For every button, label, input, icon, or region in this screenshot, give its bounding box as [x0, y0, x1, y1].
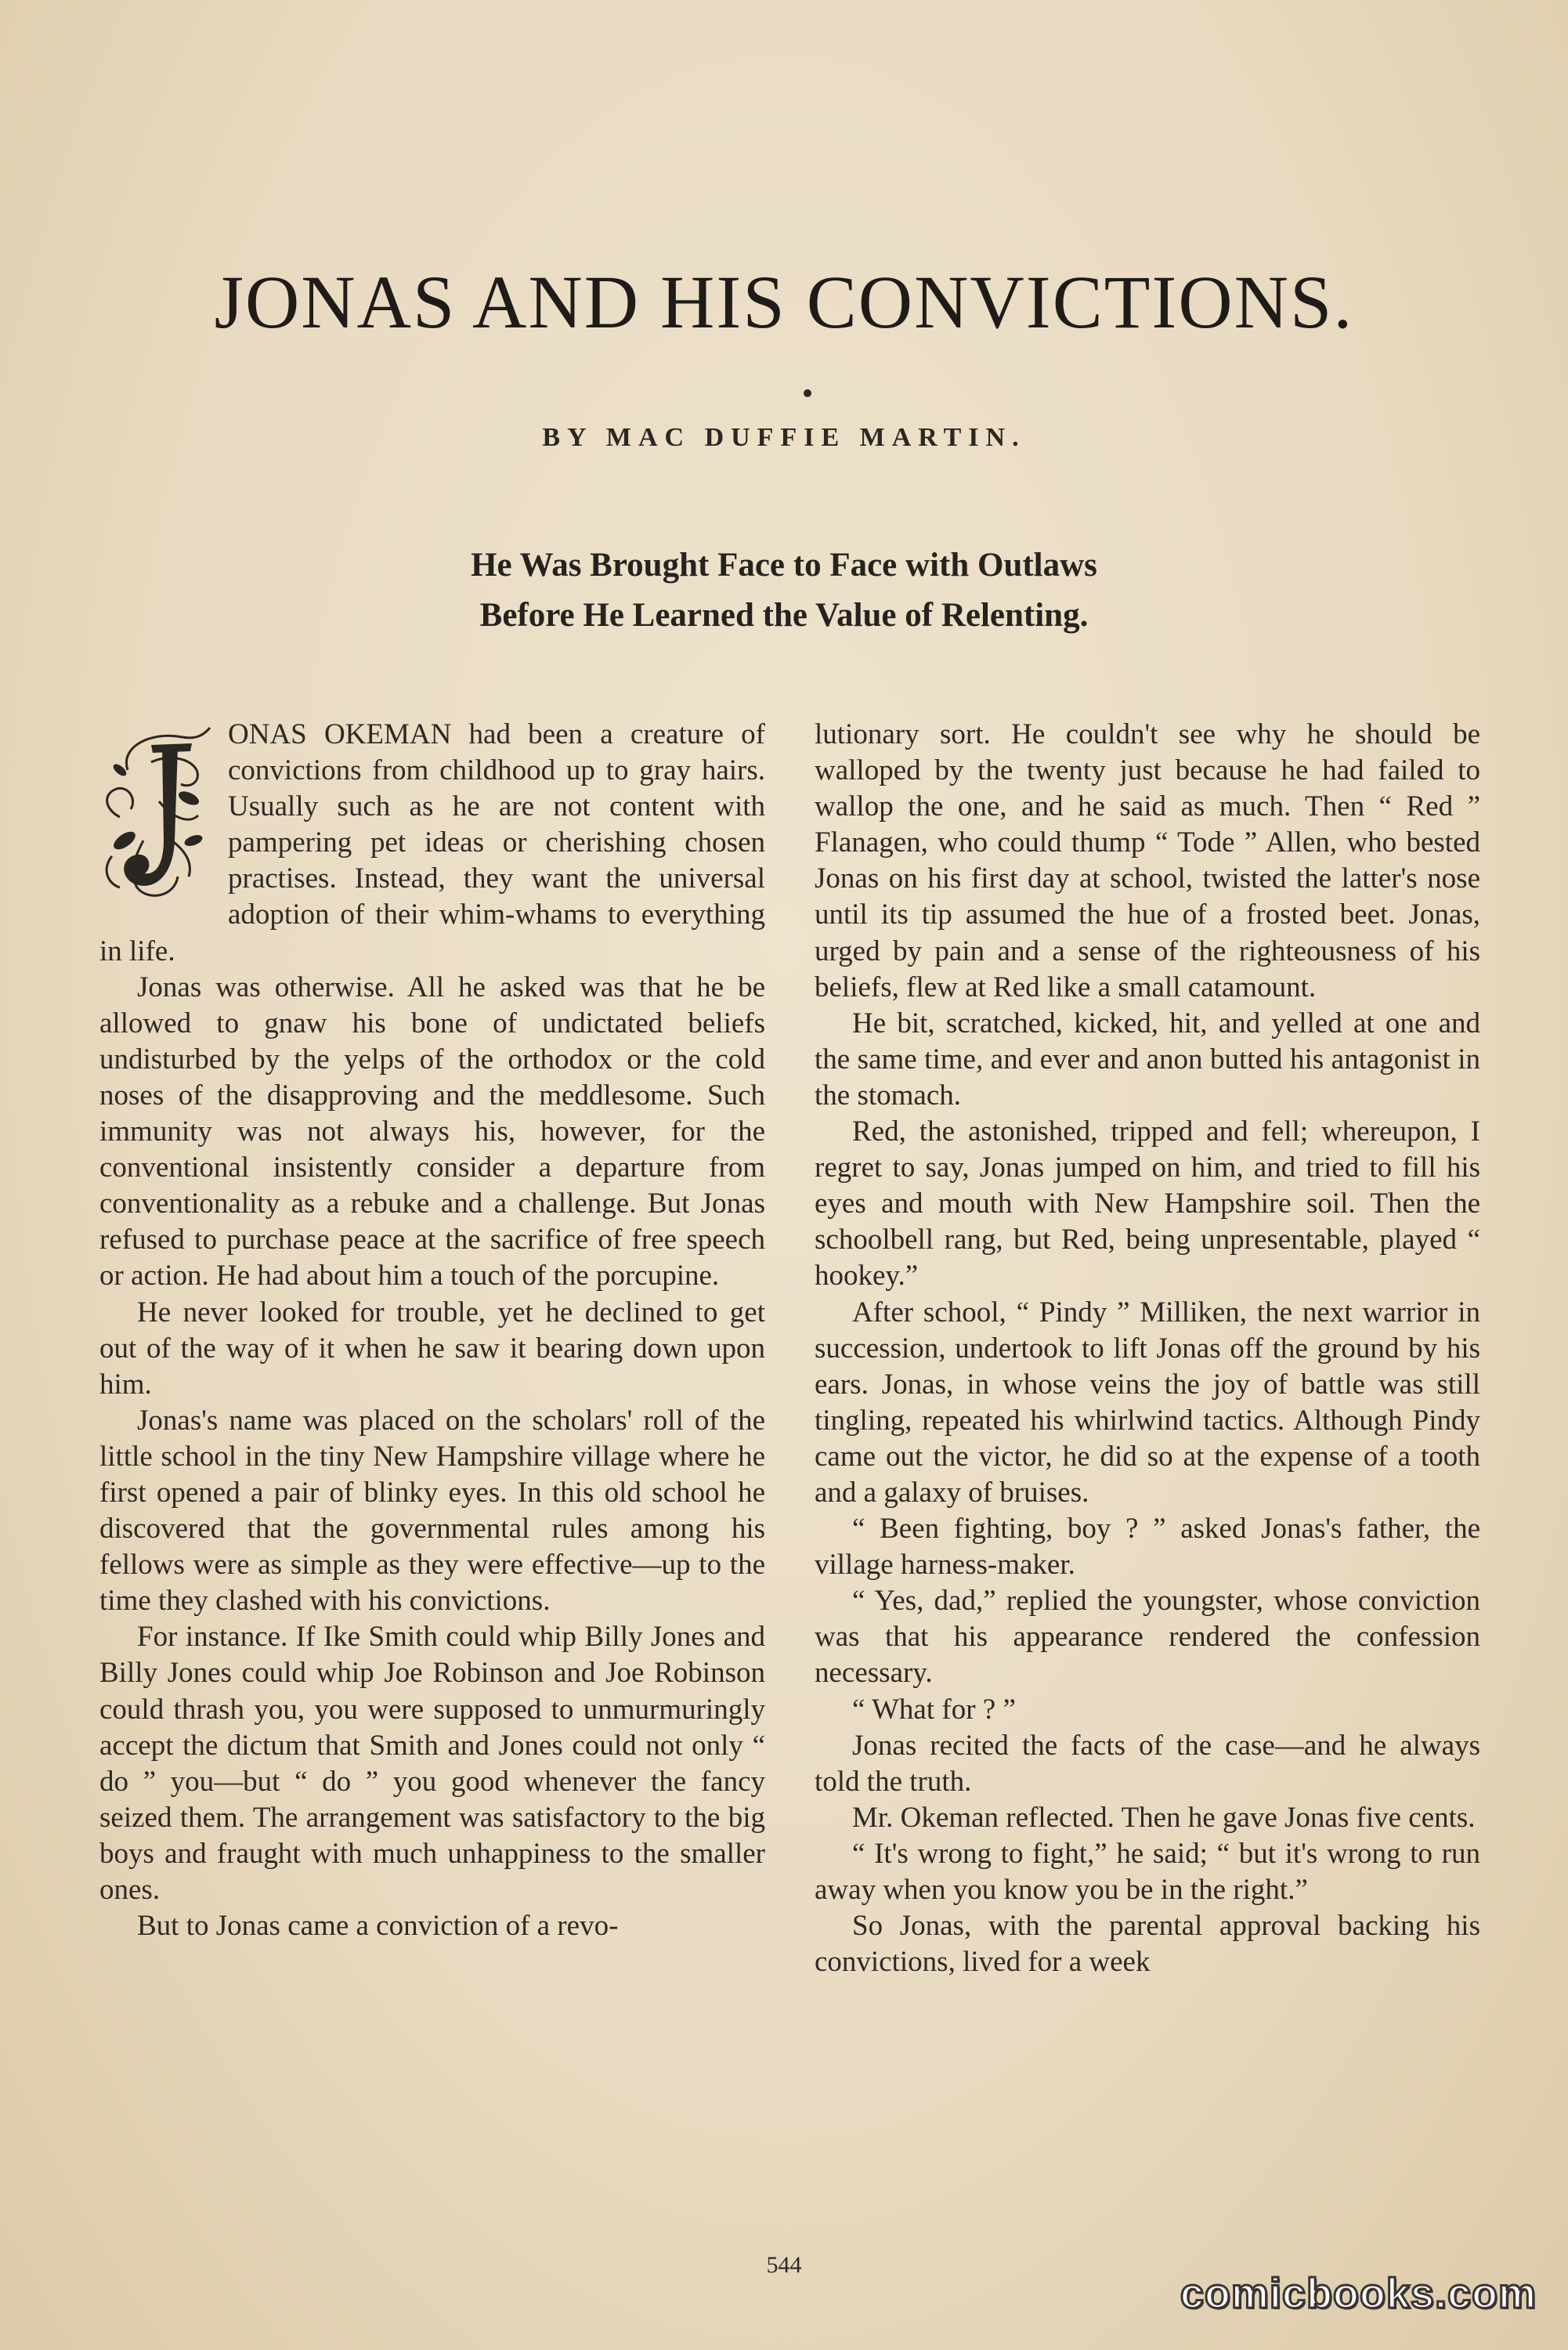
paragraph: For instance. If Ike Smith could whip Billy Jones and Billy Jones could whip Joe Robinson and Joe Robinson could thrash you, you were supposed to unmurmuringly accept the dictum that Smith and Jones could not only “ do ” you—but “ do ” you good whenever the fancy seized them. The arrangement was satisfactory to the big boys and fraught with much unhappiness to the smaller ones. [99, 1621, 765, 1906]
ornamental-dropcap-j [96, 723, 214, 905]
left-column [99, 717, 765, 1944]
article-title: JONAS AND HIS CONVICTIONS. [214, 260, 1354, 344]
paragraph: Jonas recited the facts of the case—and he always told the truth. [815, 1729, 1480, 1798]
right-column [815, 717, 1480, 1980]
paragraph: So Jonas, with the parental approval backing his convictions, lived for a week [815, 1910, 1480, 1979]
article-byline: BY MAC DUFFIE MARTIN. [542, 423, 1026, 452]
paragraph: He bit, scratched, kicked, hit, and yelled at one and the same time, and ever and anon butted his antagonist in the stomach. [815, 1007, 1480, 1112]
paragraph: Mr. Okeman reflected. Then he gave Jonas five cents. [852, 1801, 1476, 1834]
article-deck [0, 540, 1568, 641]
paragraph: “ Yes, dad,” replied the youngster, whose conviction was that his appearance rendered the confession necessary. [815, 1585, 1480, 1690]
paragraph: lutionary sort. He couldn't see why he should be walloped by the twenty just because he had failed to wallop the one, and he said as much. Then “ Red ” Flanagen, who could thump “ Tode ” Allen, who bested Jonas on his first day at school, twisted the latter's nose until its tip assumed the hue of a frosted beet. Jonas, urged by pain and a sense of the righteousness of his beliefs, flew at Red like a small catamount. [815, 718, 1480, 1003]
paragraph: “ What for ? ” [852, 1693, 1016, 1726]
paragraph: Jonas was otherwise. All he asked was that he be allowed to gnaw his bone of undictated beliefs undisturbed by the yelps of the orthodox or the cold noses of the disapproving and the meddlesome. Such immunity was not always his, however, for the conventional insistently consider a departure from conventionality as a rebuke and a challenge. But Jonas refused to purchase peace at the sacrifice of free speech or action. He had about him a touch of the porcupine. [99, 971, 765, 1292]
page-number: 544 [766, 2252, 802, 2278]
deck-line-2: Before He Learned the Value of Relenting. [479, 597, 1089, 634]
paragraph: “ It's wrong to fight,” he said; “ but it's wrong to run away when you know you be in the right.” [815, 1837, 1480, 1906]
deck-line-1: He Was Brought Face to Face with Outlaws [471, 547, 1097, 584]
paragraph: He never looked for trouble, yet he declined to get out of the way of it when he saw it bearing down upon him. [99, 1296, 765, 1401]
paragraph: Jonas's name was placed on the scholars' roll of the little school in the tiny New Hampshire village where he first opened a pair of blinky eyes. In this old school he discovered that the governmental rules among his fellows were as simple as they were effective—up to the time they clashed with his convictions. [99, 1404, 765, 1618]
ornament-dot [804, 389, 811, 397]
site-watermark: comicbooks.com [1180, 2270, 1537, 2317]
paragraph: ONAS OKEMAN had been a creature of convictions from childhood up to gray hairs. Usually such as he are not content with pampering pet ideas or cherishing chosen practises. Instead, they want the universal adoption of their whim-whams to everything in life. [99, 718, 765, 967]
paragraph: “ Been fighting, boy ? ” asked Jonas's father, the village harness-maker. [815, 1513, 1480, 1582]
paragraph: But to Jonas came a conviction of a revo- [137, 1910, 619, 1943]
paragraph: After school, “ Pindy ” Milliken, the next warrior in succession, undertook to lift Jonas off the ground by his ears. Jonas, in whose veins the joy of battle was still tingling, repeated his whirlwind tactics. Although Pindy came out the victor, he did so at the expense of a tooth and a galaxy of bruises. [815, 1296, 1480, 1509]
paragraph: Red, the astonished, tripped and fell; whereupon, I regret to say, Jonas jumped on him, and tried to fill his eyes and mouth with New Hampshire soil. Then the schoolbell rang, but Red, being unpresentable, played “ hookey.” [815, 1115, 1480, 1292]
